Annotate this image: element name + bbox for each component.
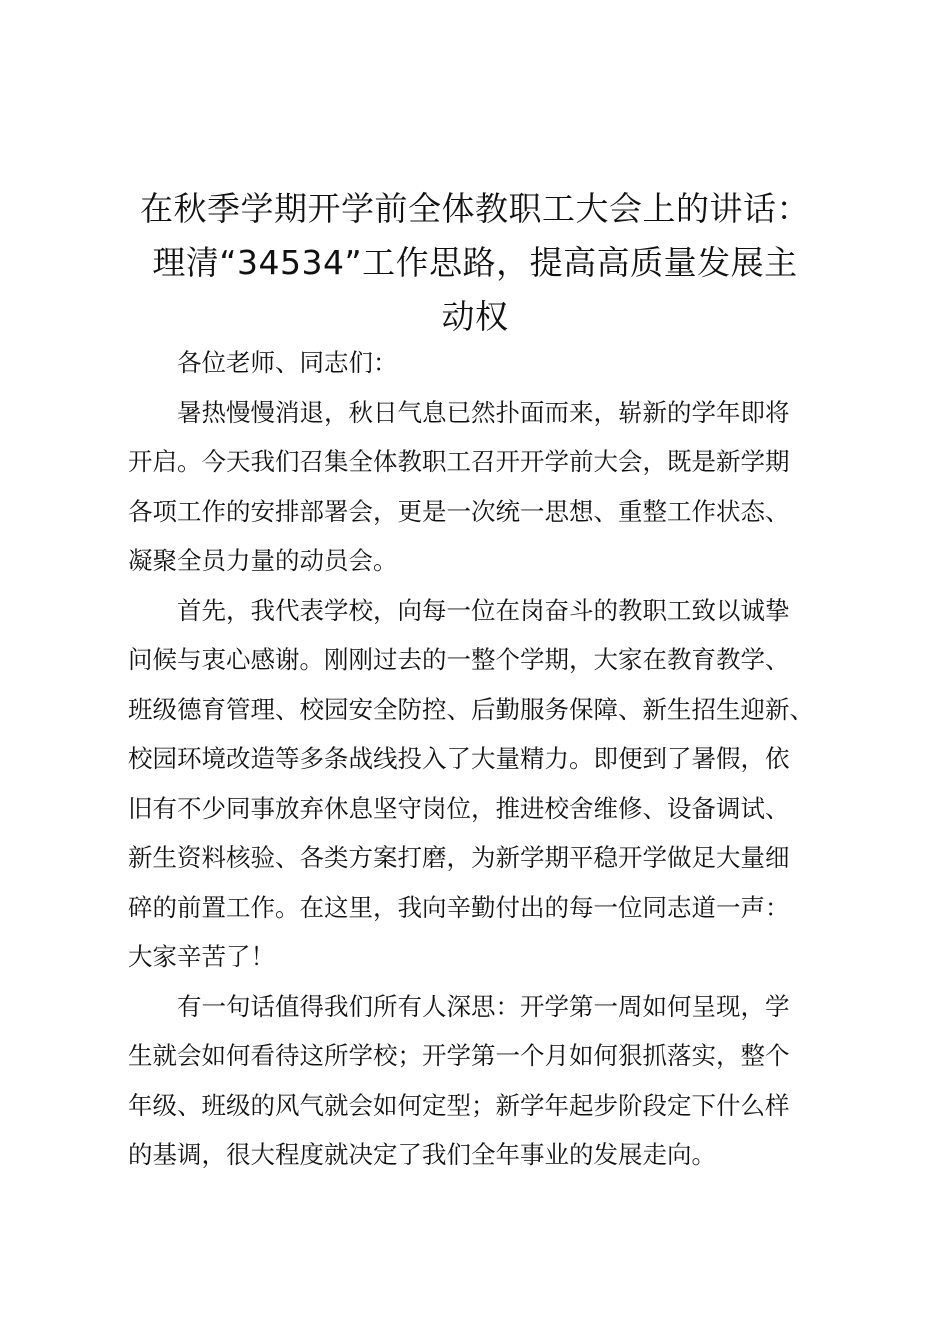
paragraph-2	[128, 586, 838, 982]
title-line-3: 动权	[441, 297, 509, 336]
title-line-1: 在秋季学期开学前全体教职工大会上的讲话：	[140, 189, 810, 228]
paragraph-line: 年级、班级的风气就会如何定型；新学年起步阶段定下什么样	[128, 1090, 790, 1120]
paragraph-line: 班级德育管理、校园安全防控、后勤服务保障、新生招生迎新、	[128, 694, 814, 724]
paragraph-line: 暑热慢慢消退，秋日气息已然扑面而来，崭新的学年即将	[177, 397, 790, 427]
paragraph-line: 旧有不少同事放弃休息坚守岗位，推进校舍维修、设备调试、	[128, 793, 790, 823]
paragraph-line: 各项工作的安排部署会，更是一次统一思想、重整工作状态、	[128, 496, 790, 526]
paragraph-3	[128, 982, 838, 1180]
paragraph-1	[128, 388, 838, 586]
paragraph-line: 新生资料核验、各类方案打磨，为新学期平稳开学做足大量细	[128, 843, 790, 872]
paragraph-line: 首先，我代表学校，向每一位在岗奋斗的教职工致以诚挚	[177, 595, 790, 625]
salutation-paragraph	[128, 338, 838, 388]
paragraph-line: 凝聚全员力量的动员会。	[128, 546, 398, 575]
document-body	[128, 338, 838, 1180]
document-title	[100, 182, 850, 344]
paragraph-line: 开启。今天我们召集全体教职工召开开学前大会，既是新学期	[128, 447, 790, 476]
salutation: 各位老师、同志们：	[177, 348, 398, 377]
paragraph-line: 碎的前置工作。在这里，我向辛勤付出的每一位同志道一声：	[128, 892, 790, 922]
paragraph-line: 校园环境改造等多条战线投入了大量精力。即便到了暑假，依	[128, 744, 790, 773]
paragraph-line: 有一句话值得我们所有人深思：开学第一周如何呈现，学	[177, 991, 790, 1021]
title-line-2: 理清“34534”工作思路，提高高质量发展主	[152, 243, 798, 282]
paragraph-line: 的基调，很大程度就决定了我们全年事业的发展走向。	[128, 1140, 716, 1169]
paragraph-line: 大家辛苦了！	[128, 942, 275, 971]
paragraph-line: 生就会如何看待这所学校；开学第一个月如何狠抓落实，整个	[128, 1041, 790, 1070]
paragraph-line: 问候与衷心感谢。刚刚过去的一整个学期，大家在教育教学、	[128, 645, 790, 674]
